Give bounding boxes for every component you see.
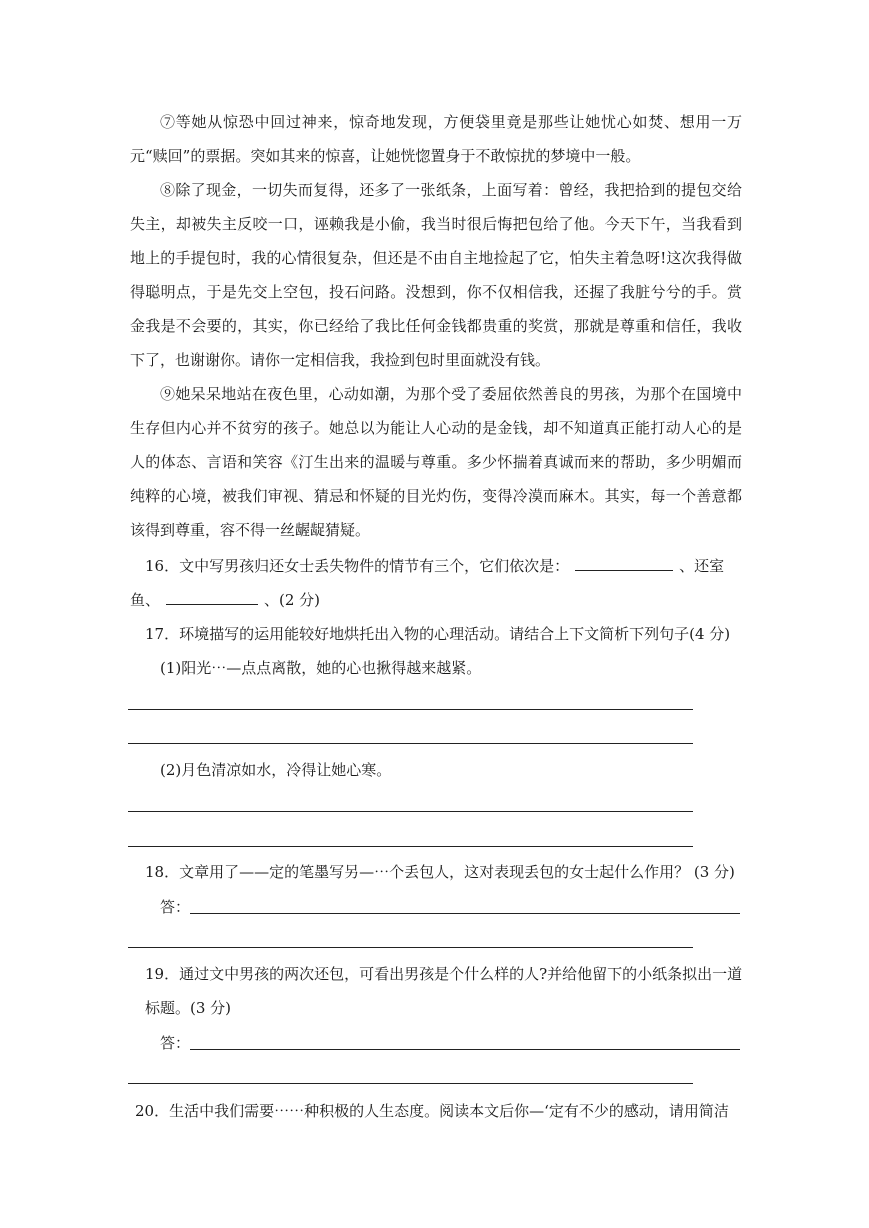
question-17-sub-2: (2)月色清凉如水，冷得让她心寒。 <box>160 761 392 779</box>
question-16-text-c: 鱼、 <box>130 591 161 609</box>
question-16-text-b: 、还室 <box>679 557 725 575</box>
answer-line[interactable] <box>128 947 693 948</box>
answer-line[interactable] <box>128 743 693 744</box>
question-16-text-d: 、(2 分) <box>264 591 321 609</box>
answer-line[interactable] <box>128 709 693 710</box>
answer-blank-16-2[interactable] <box>166 588 258 605</box>
answer-line[interactable] <box>190 913 740 914</box>
question-18: 18．文章用了——定的笔墨写另—⋯个丢包人，这对表现丢包的女士起什么作用？ (3 分) <box>145 863 735 881</box>
paragraph-7: ⑦等她从惊恐中回过神来，惊奇地发现，方便袋里竟是那些让她忧心如焚、想用一万元“赎回”的票据。突如其来的惊喜，让她恍惚置身于不敢惊扰的梦境中一般。 <box>130 113 742 165</box>
question-16-line1 <box>145 549 724 583</box>
question-16-text: 16．文中写男孩归还女士丢失物件的情节有三个，它们依次是： <box>145 557 570 575</box>
answer-blank-16-1[interactable] <box>575 554 673 571</box>
paragraph-9: ⑨她呆呆地站在夜色里，心动如潮，为那个受了委屈依然善良的男孩，为那个在国境中生存但内心并不贫穷的孩子。她总以为能让人心动的是金钱，却不知道真正能打动人心的是人的体态、言语和笑容《汀生出来的温暖与尊重。多少怀揣着真诚而来的帮助，多少明媚而纯粹的心境，被我们审视、猜忌和怀疑的目光灼伤，变得冷漠而麻木。其实，每一个善意都该得到尊重，容不得一丝龌龊猜疑。 <box>130 385 742 539</box>
answer-label-18: 答： <box>160 898 191 916</box>
question-19-line2: 标题。(3 分) <box>145 999 232 1017</box>
answer-line[interactable] <box>128 811 693 812</box>
paragraph-8: ⑧除了现金，一切失而复得，还多了一张纸条，上面写着：曾经，我把拾到的提包交给失主，却被失主反咬一口，诬赖我是小偷，我当时很后悔把包给了他。今天下午，当我看到地上的手提包时，我的心情很复杂，但还是不由自主地捡起了它，怕失主着急呀!这次我得做得聪明点，于是先交上空包，投石问路。没想到，你不仅相信我，还握了我脏兮兮的手。赏金我是不会要的，其实，你已经给了我比任何金钱都贵重的奖赏，那就是尊重和信任，我收下了，也谢谢你。请你一定相信我，我捡到包时里面就没有钱。 <box>130 181 742 369</box>
question-19-line1: 19．通过文中男孩的两次还包，可看出男孩是个什么样的人?并给他留下的小纸条拟出一道 <box>145 965 743 983</box>
question-17: 17．环境描写的运用能较好地烘托出入物的心理活动。请结合上下文简析下列句子(4 分) <box>145 625 731 643</box>
question-17-sub-1: (1)阳光⋯—点点离散，她的心也揪得越来越紧。 <box>160 659 482 677</box>
answer-line[interactable] <box>190 1049 740 1050</box>
answer-label-19: 答： <box>160 1034 191 1052</box>
answer-line[interactable] <box>128 1083 693 1084</box>
answer-line[interactable] <box>128 846 693 847</box>
question-16-line2 <box>130 583 320 617</box>
question-20: 20．生活中我们需要⋯⋯种积极的人生态度。阅读本文后你—‘定有不少的感动，请用简洁 <box>135 1102 729 1120</box>
